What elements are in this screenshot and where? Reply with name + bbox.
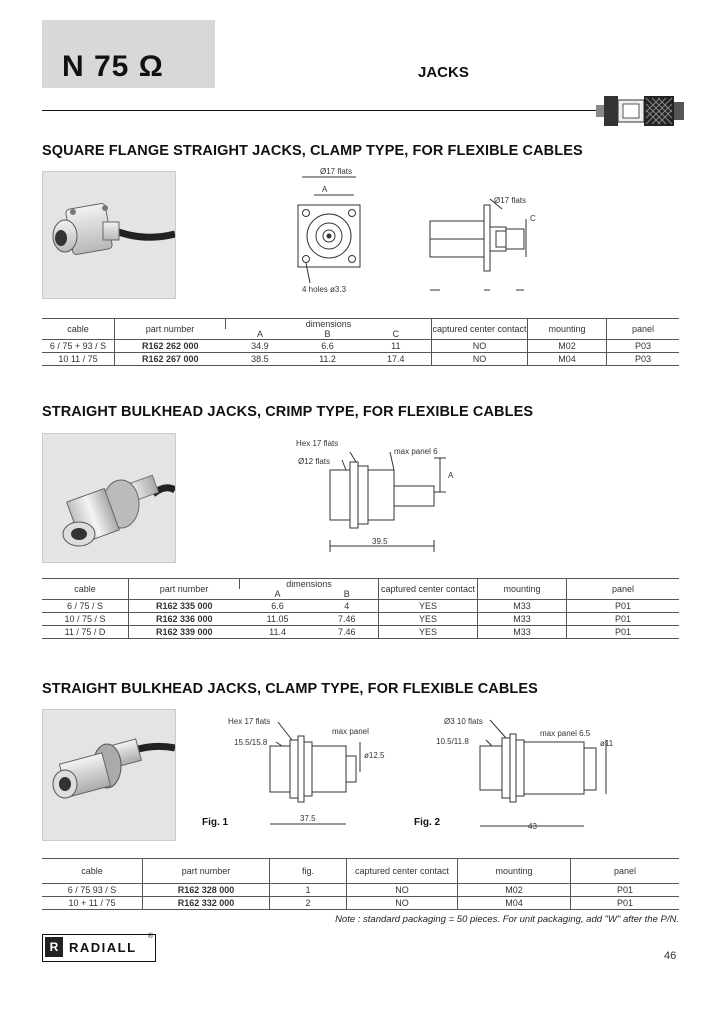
cell-mounting: M02 [528,340,607,353]
cell-panel: P01 [571,897,680,910]
cell-dim-a: 34.9 [226,340,295,353]
cell-dim-b: 7.46 [316,626,379,639]
section-1-photo [42,171,176,299]
cell-part-number: R162 267 000 [115,353,226,366]
col-mounting: mounting [478,579,567,600]
cell-dim-b: 7.46 [316,613,379,626]
cell-cable: 6 / 75 / S [42,600,129,613]
hex-size-label: 10.5/11.8 [436,737,469,746]
cell-part-number: R162 339 000 [129,626,240,639]
cell-part-number: R162 328 000 [143,884,270,897]
cell-dim-b: 4 [316,600,379,613]
cell-dim-a: 38.5 [226,353,295,366]
cell-dim-c: 11 [361,340,432,353]
col-captured: captured center contact [379,579,478,600]
col-dim-b: B [316,589,379,600]
section-2-table [42,578,679,639]
cell-captured: YES [379,600,478,613]
diameter-label: ø11 [600,739,614,748]
section-3-title: STRAIGHT BULKHEAD JACKS, CLAMP TYPE, FOR FLEXIBLE CABLES [42,681,538,697]
cell-dim-a: 6.6 [240,600,316,613]
clamp-bulkhead-jack-image [43,710,175,840]
col-panel: panel [567,579,680,600]
max-panel-label: max panel 6.5 [540,729,591,738]
col-panel: panel [571,859,680,884]
col-dimensions: dimensions [226,319,432,330]
col-fig: fig. [270,859,347,884]
col-dimensions: dimensions [240,579,379,590]
cell-panel: P01 [567,600,680,613]
cell-cable: 10 11 / 75 [42,353,115,366]
table-row [42,353,679,366]
cell-mounting: M33 [478,626,567,639]
cell-mounting: M04 [458,897,571,910]
cell-dim-b: 11.2 [294,353,360,366]
square-flange-jack-image [43,172,175,298]
cell-fig: 1 [270,884,347,897]
cell-captured: YES [379,626,478,639]
holes-label: 4 holes ø3.3 [302,285,347,294]
connector-header-icon [596,92,686,130]
cell-cable: 6 / 75 + 93 / S [42,340,115,353]
dim-b-label: A [322,185,328,194]
flats-label: Ø3 10 flats [444,717,483,726]
cell-fig: 2 [270,897,347,910]
crimp-bulkhead-jack-image [43,434,175,562]
max-panel-label: max panel [332,727,369,736]
flats-label: Ø17 flats [494,196,527,205]
cell-dim-a: 11.4 [240,626,316,639]
col-panel: panel [607,319,680,340]
category-title: JACKS [418,64,469,81]
series-title: N 75 Ω [62,50,164,83]
cell-dim-b: 6.6 [294,340,360,353]
cell-captured: NO [432,353,528,366]
cell-part-number: R162 262 000 [115,340,226,353]
cell-dim-c: 17.4 [361,353,432,366]
col-cable: cable [42,319,115,340]
table-row [42,884,679,897]
col-part-number: part number [115,319,226,340]
col-cable: cable [42,579,129,600]
section-3-fig1-drawing [220,712,395,832]
cell-mounting: M33 [478,600,567,613]
table-row [42,613,679,626]
section-1-drawing [284,165,539,295]
section-3-photo [42,709,176,841]
diameter-label: ø12.5 [364,751,385,760]
cell-dim-a: 11.05 [240,613,316,626]
cell-part-number: R162 336 000 [129,613,240,626]
col-dim-c: C [361,329,432,340]
section-1-table [42,318,679,366]
table-row [42,340,679,353]
length-label: 43 [528,822,537,831]
col-mounting: mounting [528,319,607,340]
packaging-note: Note : standard packaging = 50 pieces. For unit packaging, add "W" after the P/N. [335,914,679,925]
cell-captured: NO [432,340,528,353]
cell-captured: NO [347,884,458,897]
cell-captured: YES [379,613,478,626]
cell-mounting: M04 [528,353,607,366]
col-captured: captured center contact [347,859,458,884]
section-3-fig2-drawing [430,712,630,837]
table-row [42,600,679,613]
cell-panel: P01 [567,613,680,626]
section-2-title: STRAIGHT BULKHEAD JACKS, CRIMP TYPE, FOR FLEXIBLE CABLES [42,404,534,420]
cell-cable: 11 / 75 / D [42,626,129,639]
dim-c-label: C [530,214,536,223]
flats-label: Ø12 flats [298,457,331,466]
hex-flats-label: Hex 17 flats [228,717,271,726]
hex-size-label: 15.5/15.8 [234,738,268,747]
col-dim-b: B [294,329,360,340]
col-mounting: mounting [458,859,571,884]
registered-mark: ® [147,933,153,940]
table-row [42,897,679,910]
hex-flats-label: Hex 17 flats [296,439,339,448]
length-label: 37.5 [300,814,316,823]
cell-mounting: M33 [478,613,567,626]
radiall-logo [42,934,156,962]
brand-name: RADIALL [69,940,137,955]
cell-captured: NO [347,897,458,910]
section-3-table [42,858,679,910]
dim-a-label: A [448,471,454,480]
cell-mounting: M02 [458,884,571,897]
cell-part-number: R162 332 000 [143,897,270,910]
col-dim-a: A [240,589,316,600]
col-captured: captured center contact [432,319,528,340]
section-2-photo [42,433,176,563]
section-2-drawing [290,436,480,556]
cell-cable: 10 / 75 / S [42,613,129,626]
col-cable: cable [42,859,143,884]
cell-panel: P01 [571,884,680,897]
cell-panel: P03 [607,353,680,366]
section-1-title: SQUARE FLANGE STRAIGHT JACKS, CLAMP TYPE, FOR FLEXIBLE CABLES [42,143,583,159]
header-rule [42,110,598,111]
cell-part-number: R162 335 000 [129,600,240,613]
fig-2-label: Fig. 2 [414,817,441,828]
cell-cable: 10 + 11 / 75 [42,897,143,910]
table-row [42,626,679,639]
max-panel-label: max panel 6 [394,447,438,456]
col-dim-a: A [226,329,295,340]
page-number: 46 [664,950,677,962]
cell-cable: 6 / 75 93 / S [42,884,143,897]
series-title-box [42,20,215,88]
radiall-logo-icon: R [45,937,63,957]
col-part-number: part number [129,579,240,600]
cell-panel: P03 [607,340,680,353]
cell-panel: P01 [567,626,680,639]
col-part-number: part number [143,859,270,884]
length-label: 39.5 [372,537,388,546]
fig-1-label: Fig. 1 [202,817,229,828]
dim-a-label: Ø17 flats [320,167,353,176]
